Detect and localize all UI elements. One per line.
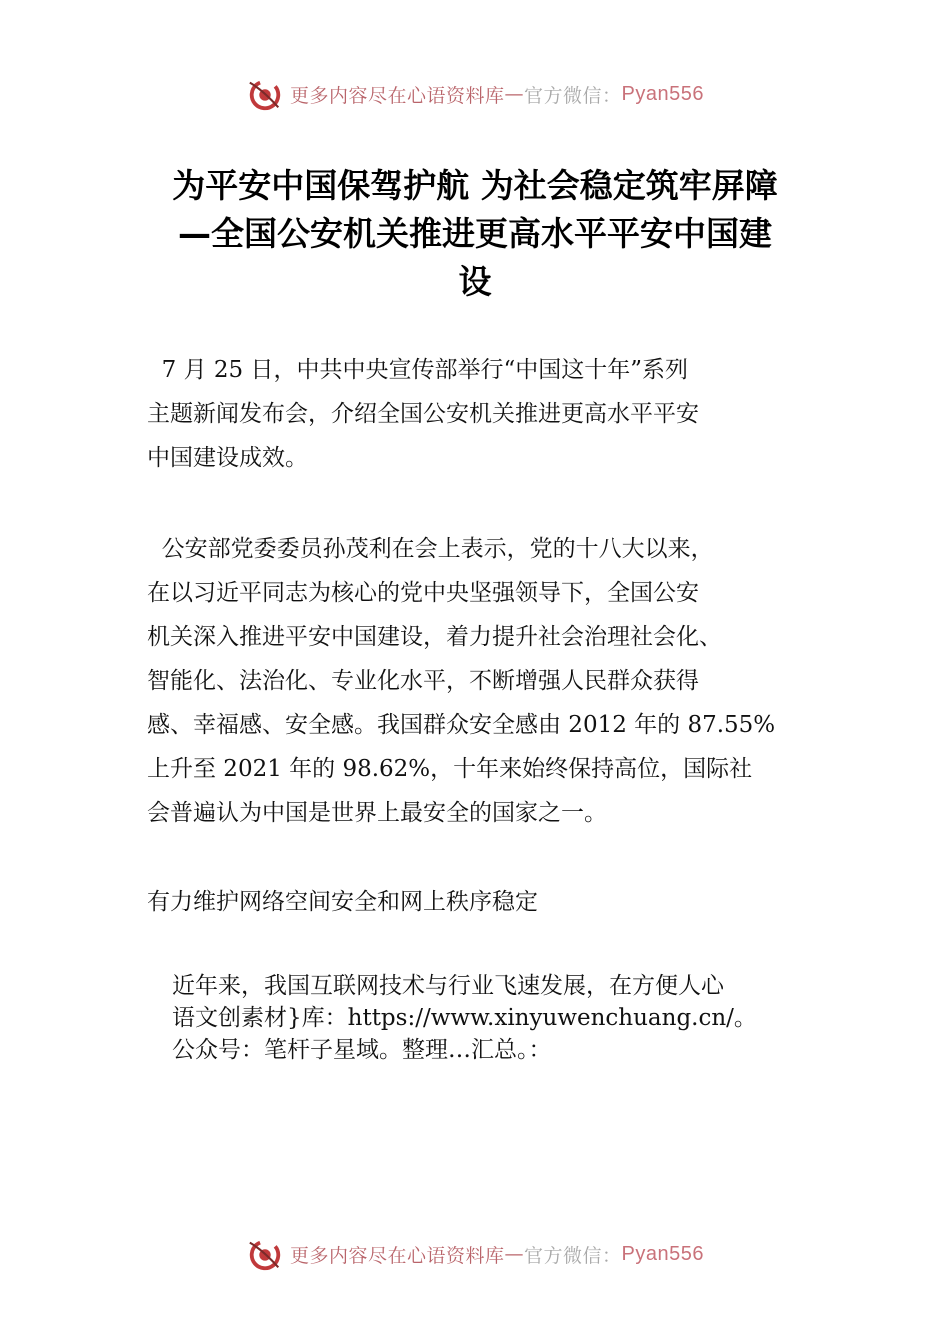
text-line: 7 月 25 日，中共中央宣传部举行“中国这十年”系列 [147, 357, 688, 383]
watermark-main-text: 更多内容尽在心语资料库 [290, 84, 505, 107]
text-line: 有力维护网络空间安全和网上秩序稳定 [147, 889, 538, 915]
header-watermark [0, 74, 950, 114]
title-line: 设 [458, 262, 492, 301]
section-subheading [147, 880, 827, 924]
text-line: 公安部党委委员孙茂利在会上表示，党的十八大以来， [147, 536, 714, 562]
text-line: 机关深入推进平安中国建设，着力提升社会治理社会化、 [147, 624, 722, 650]
text-line: 智能化、法治化、专业化水平，不断增强人民群众获得 [147, 668, 699, 694]
title-line: 为平安中国保驾护航 为社会稳定筑牢屏障 [172, 166, 778, 205]
paragraph-internet [172, 970, 852, 1066]
paragraph-statement [147, 527, 827, 835]
footer-watermark [0, 1234, 950, 1274]
paragraph-intro [147, 348, 827, 480]
watermark-wechat-id: Pyan556 [621, 82, 704, 105]
watermark-official-label: 官方微信： [524, 1244, 622, 1267]
article-title [120, 162, 830, 306]
watermark-main-text: 更多内容尽在心语资料库 [290, 1244, 505, 1267]
watermark-wechat-id: Pyan556 [621, 1242, 704, 1265]
text-line: 在以习近平同志为核心的党中央坚强领导下，全国公安 [147, 580, 699, 606]
ink-brush-circle-logo-icon [246, 1235, 284, 1273]
text-line: 主题新闻发布会，介绍全国公安机关推进更高水平平安 [147, 401, 699, 427]
text-line: 上升至 2021 年的 98.62%，十年来始终保持高位，国际社 [147, 756, 753, 782]
text-line: 语文创素材}库：https://www.xinyuwenchuang.cn/。 [172, 1005, 757, 1031]
watermark-separator: — [504, 1243, 525, 1265]
text-line: 公众号：笔杆子星域。整理…汇总。： [172, 1037, 552, 1063]
text-line: 中国建设成效。 [147, 445, 308, 471]
text-line: 感、幸福感、安全感。我国群众安全感由 2012 年的 87.55% [147, 712, 776, 738]
watermark-separator: — [504, 83, 525, 105]
title-line: —全国公安机关推进更高水平平安中国建 [178, 214, 772, 253]
text-line: 近年来，我国互联网技术与行业飞速发展，在方便人心 [172, 973, 724, 999]
ink-brush-circle-logo-icon [246, 75, 284, 113]
watermark-official-label: 官方微信： [524, 84, 622, 107]
text-line: 会普遍认为中国是世界上最安全的国家之一。 [147, 800, 607, 826]
